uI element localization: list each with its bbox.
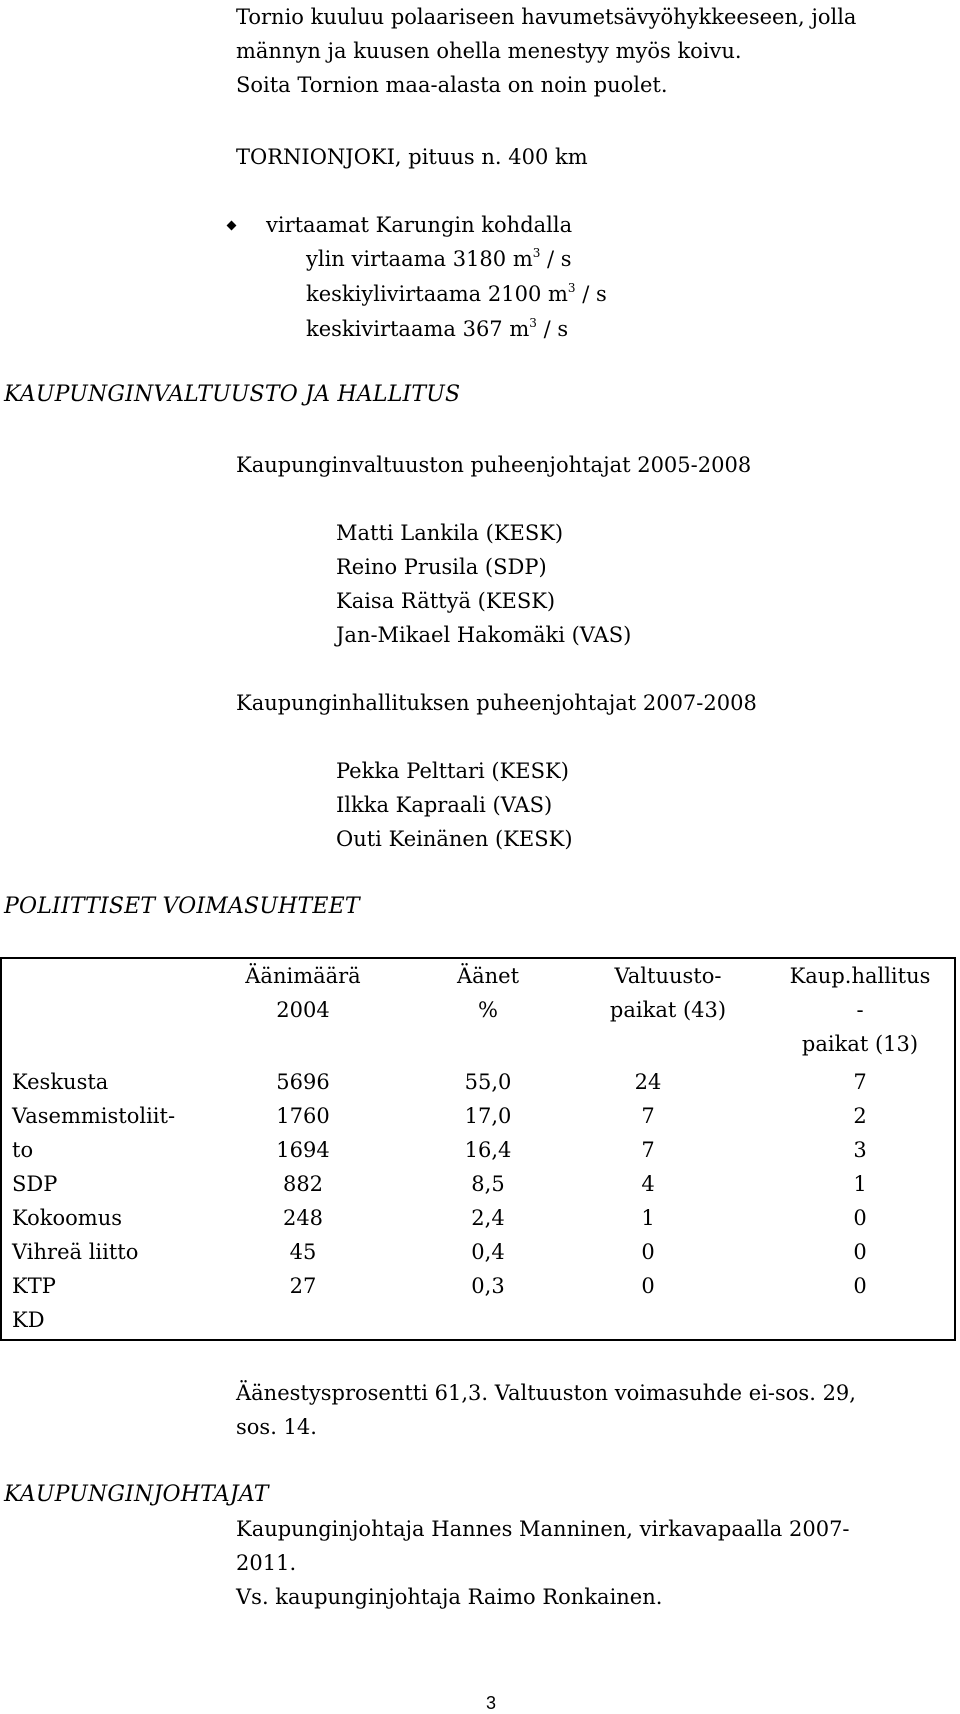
party-name: KTP xyxy=(12,1274,56,1298)
council-heading: KAUPUNGINVALTUUSTO JA HALLITUS xyxy=(4,382,461,407)
votes-cell: 1694 xyxy=(276,1138,330,1162)
party-name: Keskusta xyxy=(12,1070,109,1094)
board-seats-cell: 2 xyxy=(853,1104,867,1128)
votes-cell: 248 xyxy=(282,1206,324,1230)
header-council-line2: paikat (43) xyxy=(609,998,727,1022)
council-seats-cell: 4 xyxy=(641,1172,655,1196)
percent-cell: 55,0 xyxy=(464,1070,512,1094)
header-board-line2: - xyxy=(856,998,864,1022)
council-chairs-title: Kaupunginvaltuuston puheenjohtajat 2005-2008 xyxy=(236,453,752,477)
board-seats-cell: 0 xyxy=(853,1274,867,1298)
party-name: KD xyxy=(12,1308,45,1332)
percent-column xyxy=(438,1065,538,1303)
river-title: TORNIONJOKI, pituus n. 400 km xyxy=(236,145,588,169)
river-max-flow: ylin virtaama 3180 $m^3$ / s xyxy=(306,246,572,271)
managers-heading: KAUPUNGINJOHTAJAT xyxy=(4,1482,269,1507)
council-seats-cell: 0 xyxy=(641,1274,655,1298)
party-name: Kokoomus xyxy=(12,1206,122,1230)
board-chair: Outi Keinänen (KESK) xyxy=(336,827,573,851)
intro-line-1: Tornio kuuluu polaariseen havumetsävyöhykkeeseen, jolla xyxy=(236,5,857,29)
council-seats-cell: 0 xyxy=(641,1240,655,1264)
percent-cell: 17,0 xyxy=(464,1104,512,1128)
council-seats-cell: 1 xyxy=(641,1206,655,1230)
managers-line-3: Vs. kaupunginjohtaja Raimo Ronkainen. xyxy=(236,1585,663,1609)
board-seats-cell: 0 xyxy=(853,1206,867,1230)
header-percent-line2: % xyxy=(478,998,498,1022)
board-seats-cell: 3 xyxy=(853,1138,867,1162)
council-seats-cell: 24 xyxy=(634,1070,662,1094)
party-name: to xyxy=(12,1138,34,1162)
turnout-line-1: Äänestysprosentti 61,3. Valtuuston voimasuhde ei-sos. 29, xyxy=(236,1381,856,1405)
river-mean-flow: keskivirtaama 367 $m^3$ / s xyxy=(306,316,569,341)
intro-line-2: männyn ja kuusen ohella menestyy myös koivu. xyxy=(236,39,742,63)
council-chair: Jan-Mikael Hakomäki (VAS) xyxy=(336,623,632,647)
header-council-seats xyxy=(588,959,748,1027)
council-seats-column xyxy=(608,1065,688,1303)
board-seats-cell: 0 xyxy=(853,1240,867,1264)
board-seats-column xyxy=(820,1065,900,1303)
board-chair: Pekka Pelttari (KESK) xyxy=(336,759,569,783)
header-votes-line1: Äänimäärä xyxy=(245,964,361,988)
turnout-line-2: sos. 14. xyxy=(236,1415,317,1439)
percent-cell: 16,4 xyxy=(464,1138,512,1162)
votes-cell: 882 xyxy=(282,1172,324,1196)
managers-line-1: Kaupunginjohtaja Hannes Manninen, virkavapaalla 2007- xyxy=(236,1517,850,1541)
managers-line-2: 2011. xyxy=(236,1551,297,1575)
river-mean-high-flow: keskiylivirtaama 2100 $m^3$ / s xyxy=(306,281,607,306)
council-seats-cell: 7 xyxy=(641,1138,655,1162)
votes-cell: 27 xyxy=(289,1274,317,1298)
percent-cell: 2,4 xyxy=(471,1206,505,1230)
header-percent-line1: Äänet xyxy=(456,964,520,988)
header-percent xyxy=(438,959,538,1027)
party-name: SDP xyxy=(12,1172,58,1196)
party-column xyxy=(12,1065,175,1337)
header-votes-line2: 2004 xyxy=(276,998,330,1022)
percent-cell: 0,4 xyxy=(471,1240,505,1264)
header-votes xyxy=(238,959,368,1027)
river-bullet-text: virtaamat Karungin kohdalla xyxy=(266,213,573,237)
board-seats-cell: 1 xyxy=(853,1172,867,1196)
percent-cell: 8,5 xyxy=(471,1172,505,1196)
votes-cell: 5696 xyxy=(276,1070,330,1094)
page-number: 3 xyxy=(486,1693,497,1713)
votes-cell: 1760 xyxy=(276,1104,330,1128)
percent-cell: 0,3 xyxy=(471,1274,505,1298)
board-chair: Ilkka Kapraali (VAS) xyxy=(336,793,553,817)
results-table xyxy=(0,957,956,1341)
party-name: Vihreä liitto xyxy=(12,1240,139,1264)
council-seats-cell: 7 xyxy=(641,1104,655,1128)
header-board-line3: paikat (13) xyxy=(801,1032,919,1056)
votes-cell: 45 xyxy=(289,1240,317,1264)
header-council-line1: Valtuusto- xyxy=(614,964,722,988)
header-board-line1: Kaup.hallitus xyxy=(789,964,931,988)
board-seats-cell: 7 xyxy=(853,1070,867,1094)
party-name: Vasemmistoliit- xyxy=(12,1104,176,1128)
intro-line-3: Soita Tornion maa-alasta on noin puolet. xyxy=(236,73,668,97)
politics-heading: POLIITTISET VOIMASUHTEET xyxy=(4,894,360,919)
council-chair: Matti Lankila (KESK) xyxy=(336,521,564,545)
board-chairs-title: Kaupunginhallituksen puheenjohtajat 2007-2008 xyxy=(236,691,757,715)
council-chair: Reino Prusila (SDP) xyxy=(336,555,547,579)
votes-column xyxy=(238,1065,368,1303)
council-chair: Kaisa Rättyä (KESK) xyxy=(336,589,556,613)
header-board-seats xyxy=(770,959,950,1061)
bullet-icon xyxy=(227,221,237,231)
